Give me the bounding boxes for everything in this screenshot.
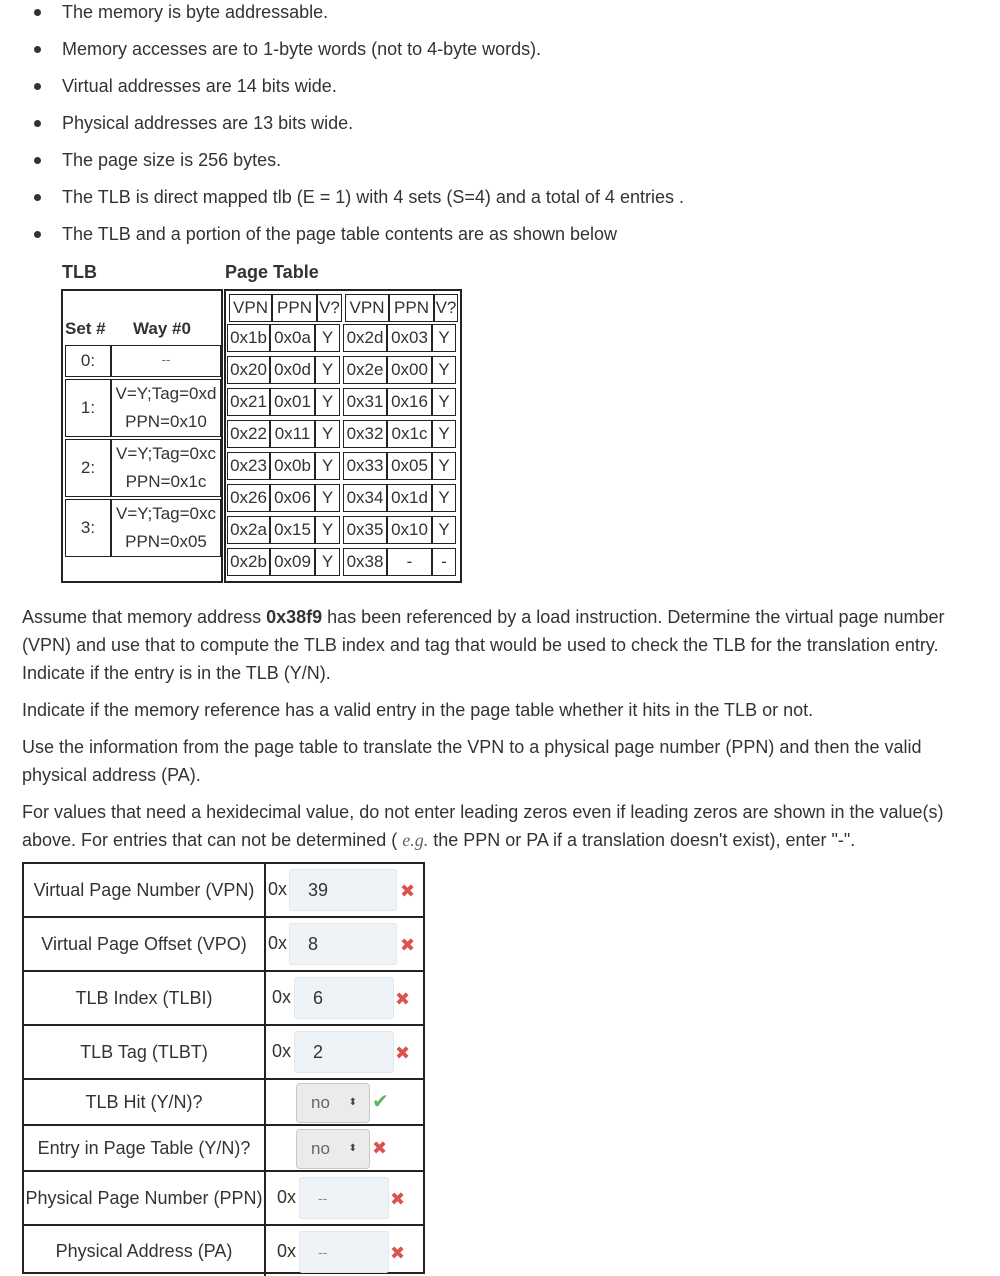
pt-cell-ppn: 0x0b	[270, 452, 315, 480]
pt-cell-ppn: 0x16	[387, 388, 432, 416]
pt-cell-vpn: 0x32	[343, 420, 387, 448]
pt-cell-ppn: 0x1d	[387, 484, 432, 512]
bullet-icon	[34, 231, 41, 238]
question-paragraph-3: Use the information from the page table to translate the VPN to a physical page number (PPN) and then the valid physical address (PA).	[22, 737, 922, 785]
pt-cell-vpn: 0x33	[343, 452, 387, 480]
question-paragraph-2: Indicate if the memory reference has a valid entry in the page table whether it hits in the TLB or not.	[22, 700, 814, 720]
answer-row-tlbt	[24, 1026, 423, 1080]
tlb-header-set: Set #	[65, 319, 106, 338]
answer-row-tlbi	[24, 972, 423, 1026]
answer-table	[22, 862, 425, 1274]
select-caret-icon: ⬍	[348, 1143, 357, 1154]
pt-cell-valid: Y	[315, 452, 340, 480]
tlb-set-0: 0:	[65, 345, 111, 377]
pt-cell-valid: Y	[315, 420, 340, 448]
ppn-label: Physical Page Number (PPN)	[24, 1172, 266, 1224]
tlbi-input[interactable]: 6	[294, 977, 394, 1019]
incorrect-icon: ✖	[395, 1043, 411, 1063]
answer-row-ppn	[24, 1172, 423, 1226]
tlb-entry-3-line2: PPN=0x05	[125, 532, 207, 551]
hex-prefix: 0x	[268, 933, 288, 953]
tlb-entry-2-line2: PPN=0x1c	[125, 472, 207, 491]
answer-row-tlb-hit	[24, 1080, 423, 1126]
question-paragraph-1: Assume that memory address 0x38f9 has been referenced by a load instruction. Determine the virtual page number (VPN) and use that to compute the TLB index and tag that would be used to check the TLB for the translation entry. Indicate if the entry is in the TLB (Y/N).	[22, 607, 945, 683]
pt-cell-ppn: 0x10	[387, 516, 432, 544]
bullet-icon	[34, 120, 41, 127]
incorrect-icon: ✖	[395, 989, 411, 1009]
tlbt-input[interactable]: 2	[294, 1031, 394, 1073]
pt-header-valid-1: V?	[317, 294, 342, 322]
incorrect-icon: ✖	[372, 1138, 388, 1158]
pt-cell-vpn: 0x26	[227, 484, 270, 512]
bullet-icon	[34, 46, 41, 53]
tlb-entry-1-line2: PPN=0x10	[125, 412, 207, 431]
pt-cell-vpn: 0x1b	[227, 324, 270, 352]
pt-cell-valid: Y	[432, 356, 456, 384]
pt-cell-ppn: 0x09	[270, 548, 315, 576]
pt-cell-vpn: 0x23	[227, 452, 270, 480]
pt-cell-valid: Y	[432, 420, 456, 448]
tlb-hit-label: TLB Hit (Y/N)?	[24, 1080, 266, 1124]
hex-prefix: 0x	[268, 879, 288, 899]
pt-cell-vpn: 0x2d	[343, 324, 387, 352]
incorrect-icon: ✖	[390, 1189, 406, 1209]
tlb-set-3: 3:	[65, 499, 111, 557]
hex-prefix: 0x	[277, 1241, 297, 1261]
tlb-entry-1	[111, 379, 221, 437]
pt-cell-ppn: 0x15	[270, 516, 315, 544]
pt-cell-valid: Y	[432, 324, 456, 352]
tlb-entry-0: --	[111, 345, 221, 377]
tlbt-label: TLB Tag (TLBT)	[24, 1026, 266, 1078]
answer-row-vpo	[24, 918, 423, 972]
pt-cell-ppn: 0x01	[270, 388, 315, 416]
correct-icon: ✔	[372, 1091, 389, 1113]
pt-cell-valid: Y	[315, 548, 340, 576]
answer-row-pa	[24, 1226, 423, 1276]
in-page-table-select[interactable]: no ⬍	[296, 1129, 370, 1169]
tlb-table	[61, 289, 223, 583]
bullet-icon	[34, 83, 41, 90]
ppn-input[interactable]: --	[299, 1177, 389, 1219]
pt-cell-vpn: 0x21	[227, 388, 270, 416]
pt-cell-ppn: 0x06	[270, 484, 315, 512]
pt-cell-vpn: 0x35	[343, 516, 387, 544]
pt-cell-vpn: 0x2e	[343, 356, 387, 384]
pt-header-ppn-1: PPN	[272, 294, 317, 322]
bullet-icon	[34, 9, 41, 16]
tlb-heading: TLB	[62, 262, 97, 282]
pt-cell-valid: Y	[315, 484, 340, 512]
pt-cell-valid: Y	[315, 388, 340, 416]
pt-header-vpn-2: VPN	[345, 294, 389, 322]
vpo-label: Virtual Page Offset (VPO)	[24, 918, 266, 970]
incorrect-icon: ✖	[400, 881, 416, 901]
pt-cell-vpn: 0x38	[343, 548, 387, 576]
tlb-entry-1-line1: V=Y;Tag=0xd	[115, 384, 217, 403]
bullet-icon	[34, 194, 41, 201]
tlb-header-way: Way #0	[133, 319, 191, 338]
vpn-input[interactable]: 39	[289, 869, 397, 911]
pt-cell-vpn: 0x31	[343, 388, 387, 416]
pt-cell-ppn: 0x1c	[387, 420, 432, 448]
tlbi-label: TLB Index (TLBI)	[24, 972, 266, 1024]
pt-header-valid-2: V?	[434, 294, 458, 322]
pt-cell-vpn: 0x22	[227, 420, 270, 448]
answer-row-vpn	[24, 864, 423, 918]
tlb-set-2: 2:	[65, 439, 111, 497]
hex-prefix: 0x	[272, 1041, 292, 1061]
in-page-table-label: Entry in Page Table (Y/N)?	[24, 1126, 266, 1170]
pt-cell-vpn: 0x2b	[227, 548, 270, 576]
page-table-heading: Page Table	[225, 262, 319, 282]
pt-cell-vpn: 0x34	[343, 484, 387, 512]
pt-cell-ppn: 0x05	[387, 452, 432, 480]
pt-cell-ppn: 0x11	[270, 420, 315, 448]
incorrect-icon: ✖	[390, 1243, 406, 1263]
tlb-hit-select[interactable]: no ⬍	[296, 1083, 370, 1123]
answer-row-in-page-table	[24, 1126, 423, 1172]
memory-address: 0x38f9	[266, 607, 323, 627]
pt-cell-valid: Y	[315, 356, 340, 384]
pt-cell-ppn: -	[387, 548, 432, 576]
select-caret-icon: ⬍	[348, 1097, 357, 1108]
pt-cell-ppn: 0x00	[387, 356, 432, 384]
pt-cell-vpn: 0x20	[227, 356, 270, 384]
pt-cell-vpn: 0x2a	[227, 516, 270, 544]
tlb-entry-2	[111, 439, 221, 497]
tlb-entry-3-line1: V=Y;Tag=0xc	[115, 504, 217, 523]
hex-prefix: 0x	[277, 1187, 297, 1207]
pa-input[interactable]: --	[299, 1231, 389, 1273]
pa-label: Physical Address (PA)	[24, 1226, 266, 1276]
pt-cell-valid: Y	[432, 452, 456, 480]
pt-cell-valid: Y	[432, 388, 456, 416]
pt-cell-ppn: 0x0a	[270, 324, 315, 352]
pt-cell-ppn: 0x0d	[270, 356, 315, 384]
pt-cell-ppn: 0x03	[387, 324, 432, 352]
question-paragraph-4: For values that need a hexidecimal value, do not enter leading zeros even if leading zeros are shown in the value(s) above. For entries that can not be determined ( e.g. the PPN or PA if a translation doesn't exist), enter "-".	[22, 802, 944, 850]
hex-prefix: 0x	[272, 987, 292, 1007]
pt-cell-valid: Y	[315, 324, 340, 352]
pt-header-vpn-1: VPN	[229, 294, 272, 322]
pt-header-ppn-2: PPN	[389, 294, 434, 322]
vpo-input[interactable]: 8	[289, 923, 397, 965]
pt-cell-valid: Y	[432, 484, 456, 512]
vpn-label: Virtual Page Number (VPN)	[24, 864, 266, 916]
pt-cell-valid: -	[432, 548, 456, 576]
tlb-entry-3	[111, 499, 221, 557]
pt-cell-valid: Y	[315, 516, 340, 544]
tlb-set-1: 1:	[65, 379, 111, 437]
bullet-icon	[34, 157, 41, 164]
incorrect-icon: ✖	[400, 935, 416, 955]
pt-cell-valid: Y	[432, 516, 456, 544]
tlb-entry-2-line1: V=Y;Tag=0xc	[115, 444, 217, 463]
